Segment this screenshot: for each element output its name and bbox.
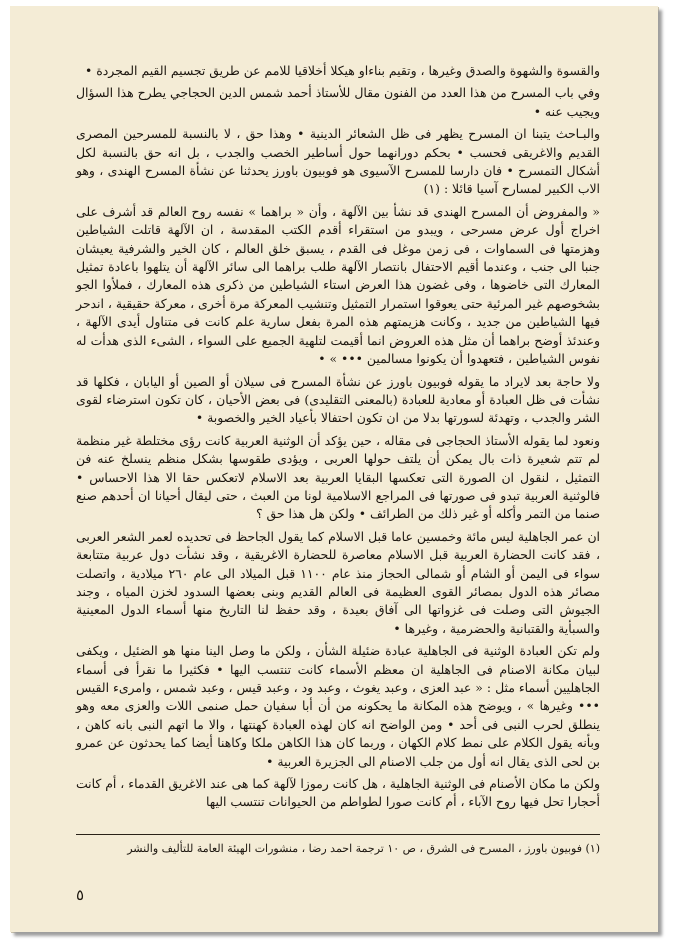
paragraph: ان عمر الجاهلية ليس مائة وخمسين عاما قبل الاسلام كما يقول الجاحظ فى تحديده لعمر الشعر العربى ، فقد كانت الحضارة العربية قبل الاسلام معاصرة للحضارة الاغريقية ، وقد نشأت دول عربية متتابعة سواء فى اليمن أو الشام أو شمالى الحجاز منذ عام ١١٠٠ قبل الميلاد الى عام ٢٦٠ ميلادية ، واتصلت مصائر هذه الدول بمصائر القوى العظيمة فى العالم القديم وبنى بعضها السدود لخزن المياه ، وجند الجيوش التى وصلت فى غزواتها الى آفاق بعيدة ، وقد حفظ لنا التاريخ منها أسماء الدول المعينية والسبأية والقتبانية والحضرمية ، وغيرها • [76, 528, 600, 636]
footnote: (١) فوبيون باورز ، المسرح فى الشرق ، ص ١٠ ترجمة احمد رضا ، منشورات الهيئة العامة للتأليف والنشر [127, 842, 600, 855]
paragraph: ونعود لما يقوله الأستاذ الحجاجى فى مقاله ، حين يؤكد أن الوثنية العربية كانت رؤى مختلطة غير منظمة لم تتم شعيرة ذات بال يمكن أن يلتف حولها العربى ، ويؤدى طقوسها بشكل منظم ينسلخ عنه فن التمثيل ، لنقول ان الصورة التى تعكسها البقايا العربية بعد الاسلام لاتعكس حقا الا هذا الاحساس • فالوثنية العربية تبدو فى صورتها فى المراجع الاسلامية لونا من العبث ، حتى ليقال أحيانا ان أحدهم صنع صنما من التمر وأكله أو غير ذلك من الطرائف • ولكن هل هذا حق ؟ [76, 432, 600, 522]
page-number: ٥ [76, 886, 85, 904]
paragraph: ولكن ما مكان الأصنام فى الوثنية الجاهلية ، هل كانت رموزا لآلهة كما هى عند الاغريق القدماء ، أم كانت أحجارا تحل فيها روح الآباء ، أم كانت صورا لطواطم من الحيوانات تنتسب اليها [76, 776, 600, 810]
paragraph: وفي باب المسرح من هذا العدد من الفنون مقال للأستاذ أحمد شمس الدين الحجاجي يطرح هذا السؤال ويجيب عنه • [76, 85, 600, 119]
article-body [76, 62, 600, 816]
quotation-paragraph: « والمفروض أن المسرح الهندى قد نشأ بين الآلهة ، وأن « براهما » نفسه روح العالم قد أشرف على اخراج أول عرض مسرحى ، ويبدو من استقراء أقدم الكتب المقدسة ، ان الآلهة قاتلت الشياطين وهزمتها فى السماوات ، فى زمن موغل فى القدم ، يسبق خلق العالم ، كان الخير والشرفية يعيشان جنبا الى جنب ، وعندما أقيم الاحتفال بانتصار الآلهة طلب براهما الى سائر الآلهة أن يتلهوا باعادة تمثيل المعارك التى خاضوها ، وفى غضون هذا العرض استاء الشياطين من ذكرى هذه المعارك ، فملأوا الجو بشخوصهم غير المرئية حتى يعوقوا استمرار التمثيل وتنشيب المعركة مرة أخرى ، معركة حقيقية ، اندحر فيها الشياطين من جديد ، وكانت هزيمتهم هذه المرة بفعل سارية علم كانت فى متناول أيدى الآلهة ، وعندئذ أوضح براهما أن مثل هذه العروض انما أقيمت لتلهية الجميع على السواء ، الشىء الذى هدأت له نفوس الشياطين ، فتعهدوا أن يكونوا مسالمين ••• » • [76, 203, 600, 367]
document-page [10, 6, 658, 932]
paragraph: ولا حاجة بعد لايراد ما يقوله فوبيون باورز عن نشأة المسرح فى سيلان أو الصين أو اليابان ، فكلها قد نشأت فى ظل العبادة أو معادية للعبادة (بالمعنى التقليدى) فى بعض الأحيان ، كان تكون استرضاء لقوى الشر والجدب ، وتهدئة لسورتها بدلا من ان تكون احتفالا بأعياد الخير والخصوبة • [76, 373, 600, 426]
paragraph: ولم تكن العبادة الوثنية فى الجاهلية عبادة ضئيلة الشأن ، ولكن ما وصل الينا منها هو الضئيل ، ويكفى لبيان مكانة الاصنام فى الجاهلية ان معظم الأسماء كانت تنتسب اليها • فكثيرا ما نقرأ فى أسماء الجاهليين أسماء مثل : « عبد العزى ، وعبد يغوث ، وعبد ود ، وعبد قيس ، وعبد شمس ، وامرىء القيس ••• وغيرها » ، ويوضح هذه المكانة ما يحكونه من أن أبا سفيان حمل صنمى اللات والعزى معه وهو ينطلق لحرب النبى فى أحد • ومن الواضح انه كان لهذه العبادة كهنتها ، والا ما اتهم النبى بانه كاهن ، وبأنه يقول الكلام على نمط كلام الكهان ، وربما كان هذا الكاهن ملكا وكاهنا أيضا كما يحدثون عن عمرو بن لحى الذى يقال انه أول من جلب الاصنام الى الجزيرة العربية • [76, 643, 600, 769]
paragraph: والقسوة والشهوة والصدق وغيرها ، وتقيم بناءاو هيكلا أخلاقيا للامم عن طريق تجسيم القيم المجردة • [85, 63, 600, 78]
paragraph: والبـاحث يتبنا ان المسرح يظهر فى ظل الشعائر الدينية • وهذا حق ، لا بالنسبة للمسرحين المصرى القديم والاغريقى فحسب • بحكم دورانهما حول أساطير الخصب والجدب ، بل انه حق بالنسبة لكل أشكال التمسرح • فان دارسا للمسرح الآسيوى هو فوبيون باورز يحدثنا عن نشأة المسرح الهندى ، وهو الاب الكبير لمسارح آسيا قائلا : (١) [76, 126, 600, 197]
footnote-divider [76, 834, 600, 835]
